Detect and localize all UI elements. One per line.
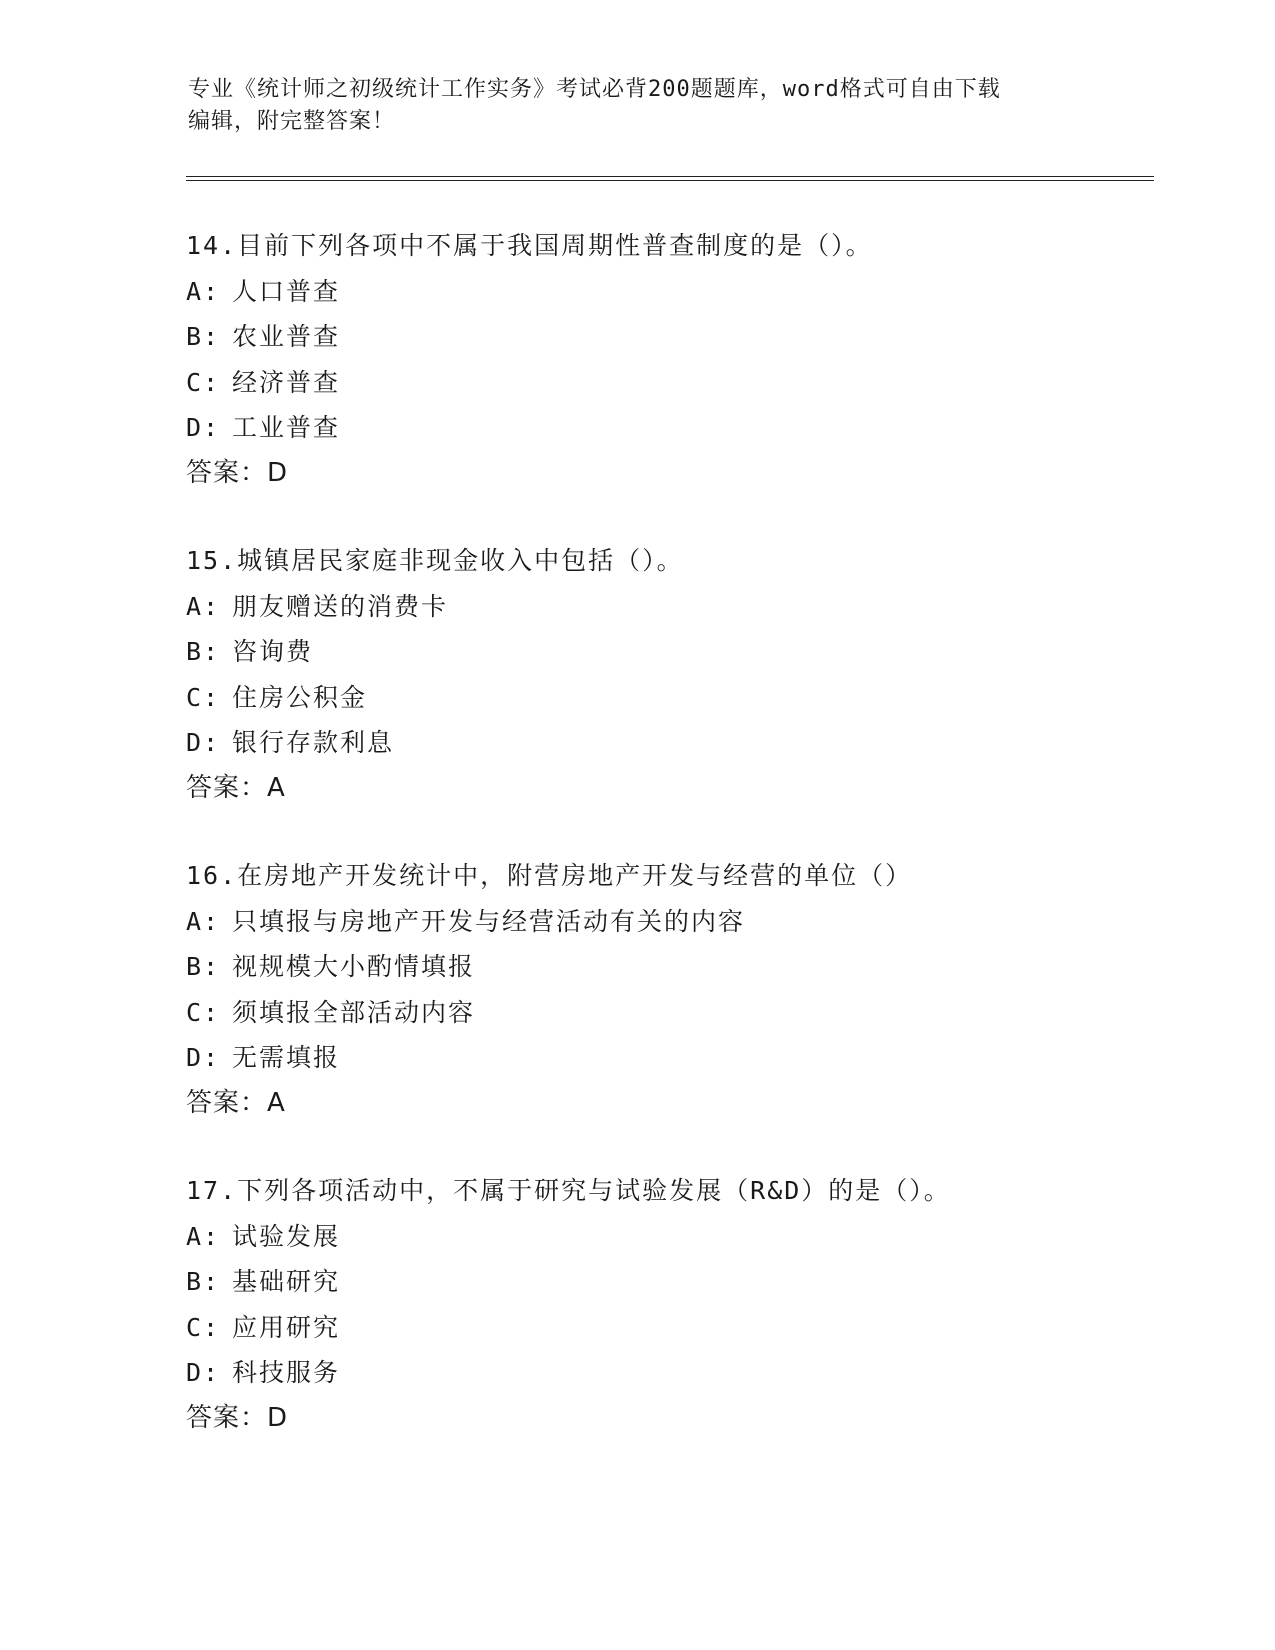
option-letter: B:: [186, 1267, 221, 1296]
option-text: 住房公积金: [232, 682, 368, 712]
header-title-line-2: 编辑，附完整答案！: [188, 109, 396, 134]
option-text: 视规模大小酌情填报: [232, 952, 476, 981]
option-letter: C:: [186, 682, 221, 712]
option-d: [186, 720, 1186, 766]
option-a: [186, 269, 1186, 315]
option-letter: D:: [186, 728, 221, 757]
option-letter: C:: [186, 367, 221, 397]
question-text: 15.城镇居民家庭非现金收入中包括（）。: [186, 546, 684, 575]
question-17: [186, 1168, 1186, 1441]
option-letter: A:: [186, 591, 221, 621]
answer-line: 答案：D: [186, 457, 289, 488]
option-text: 农业普查: [232, 322, 341, 351]
question-14: [186, 223, 1186, 496]
option-letter: A:: [186, 1221, 221, 1251]
question-text: 16.在房地产开发统计中，附营房地产开发与经营的单位（）: [186, 861, 913, 890]
option-c: [186, 675, 1186, 721]
option-text: 只填报与房地产开发与经营活动有关的内容: [232, 906, 746, 936]
option-letter: A:: [186, 906, 221, 936]
option-letter: C:: [186, 997, 221, 1027]
option-text: 经济普查: [232, 367, 341, 397]
option-d: [186, 1035, 1186, 1081]
answer-line: 答案：D: [186, 1402, 289, 1433]
question-15: [186, 538, 1186, 811]
option-letter: D:: [186, 1043, 221, 1072]
option-a: [186, 1214, 1186, 1260]
option-text: 应用研究: [232, 1312, 341, 1342]
option-c: [186, 990, 1186, 1036]
option-a: [186, 584, 1186, 630]
option-d: [186, 405, 1186, 451]
option-b: [186, 1259, 1186, 1305]
option-b: [186, 944, 1186, 990]
option-text: 试验发展: [232, 1221, 341, 1251]
option-text: 基础研究: [232, 1267, 341, 1296]
option-text: 人口普查: [232, 276, 341, 306]
option-letter: D:: [186, 1358, 221, 1387]
option-d: [186, 1350, 1186, 1396]
option-letter: B:: [186, 322, 221, 351]
option-text: 工业普查: [232, 413, 341, 442]
question-text: 17.下列各项活动中，不属于研究与试验发展（R&D）的是（）。: [186, 1176, 951, 1205]
option-c: [186, 1305, 1186, 1351]
option-text: 科技服务: [232, 1358, 341, 1387]
option-text: 无需填报: [232, 1043, 341, 1072]
option-letter: D:: [186, 413, 221, 442]
question-16: [186, 853, 1186, 1126]
option-b: [186, 629, 1186, 675]
header-divider: [186, 176, 1154, 181]
option-c: [186, 360, 1186, 406]
document-header: [188, 74, 1088, 138]
answer-line: 答案：A: [186, 1087, 286, 1118]
option-letter: C:: [186, 1312, 221, 1342]
header-title-line-1: 专业《统计师之初级统计工作实务》考试必背200题题库，word格式可自由下载: [188, 77, 1001, 102]
option-text: 银行存款利息: [232, 728, 395, 757]
option-letter: B:: [186, 637, 221, 666]
option-text: 须填报全部活动内容: [232, 997, 476, 1027]
option-a: [186, 899, 1186, 945]
option-letter: B:: [186, 952, 221, 981]
option-text: 朋友赠送的消费卡: [232, 591, 449, 621]
option-letter: A:: [186, 276, 221, 306]
option-b: [186, 314, 1186, 360]
option-text: 咨询费: [232, 637, 314, 666]
answer-line: 答案：A: [186, 772, 286, 803]
question-text: 14.目前下列各项中不属于我国周期性普查制度的是（）。: [186, 231, 873, 260]
